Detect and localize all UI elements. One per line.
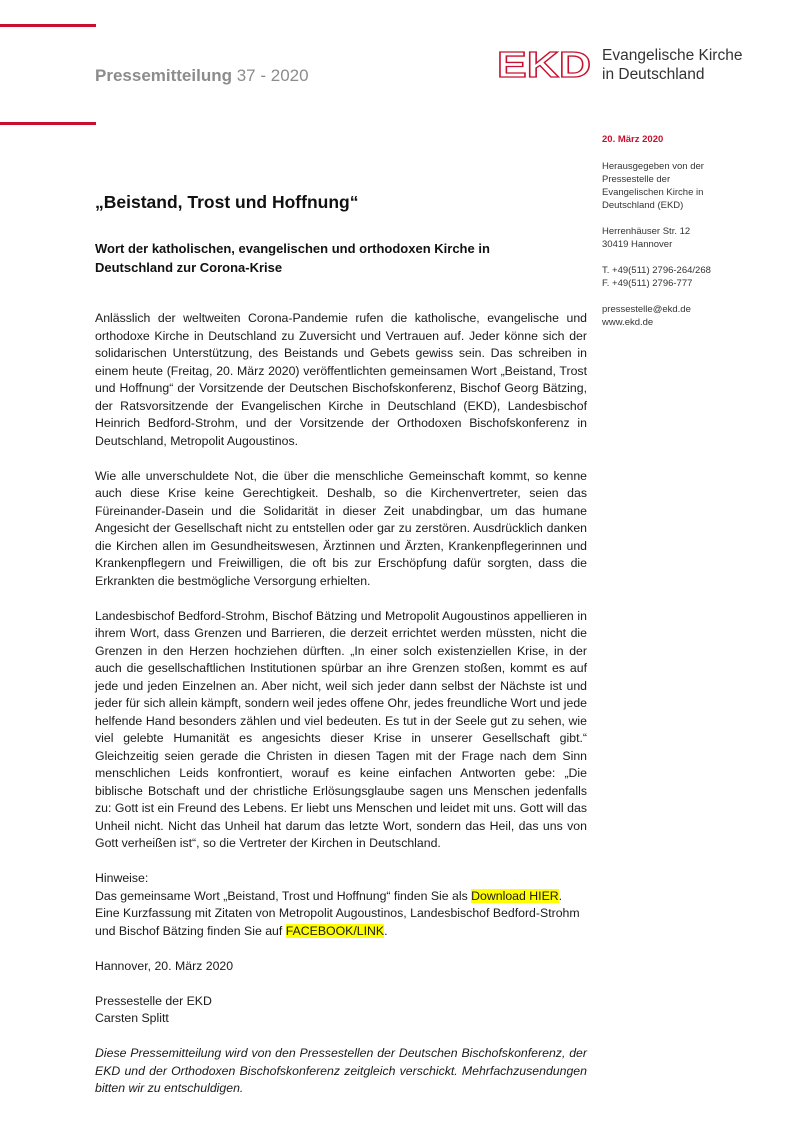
article-subtitle: Wort der katholischen, evangelischen und orthodoxen Kirche in Deutschland zur Corona-Krise — [95, 241, 490, 275]
place-date: Hannover, 20. März 2020 — [95, 958, 234, 973]
signature — [95, 993, 587, 1028]
signature-org: Pressestelle der EKD — [95, 993, 212, 1008]
paragraph-2: Wie alle unverschuldete Not, die über die menschliche Gemeinschaft kommt, so kenne auch diese Krise keine Gerechtigkeit. Deshalb, so die Kirchenvertreter, seien das Füreinander-Dasein und die Solidarität in dieser Zeit unabdingbar, um das humane Angesicht der Gesellschaft nicht zu entstellen oder gar zu zerstören. Ausdrücklich danken die Kirchen allen im Gesundheitswesen, Ärztinnen und Ärzten, Krankenpflegerinnen und Krankenpflegern und Freiwilligen, die oft bis zur Erschöpfung dafür sorgten, dass die Erkrankten die bestmögliche Versorgung erhielten. — [95, 468, 587, 588]
ekd-logo-text: EKD — [497, 48, 591, 80]
press-release-label — [95, 66, 309, 86]
notes-text: Das gemeinsame Wort „Beistand, Trost und Hoffnung“ finden Sie als — [95, 888, 472, 903]
paragraph-3: Landesbischof Bedford-Strohm, Bischof Bätzing und Metropolit Augoustinos appellieren in ihrem Wort, dass Grenzen und Barrieren, die derzeit errichtet werden müssten, nicht die Grenzen in den Herzen hochziehen dürften. „In einer solch existenziellen Krise, in der auch die gesellschaftlichen Institutionen spürbar an ihre Grenzen stoßen, kommt es auf jede und jeden Einzelnen an. Aber nicht, weil sich jeder dann selbst der Nächste ist und jeder für sich allein kämpft, sondern weil jedes offene Ohr, jedes freundliche Wort und jede helfende Hand besonders zählen und viel bedeuten. Es tut in der Seele gut zu sehen, wie viel gelebte Humanität es angesichts dieser Krise in unserer Gesellschaft gibt.“ Gleichzeitig seien gerade die Christen in diesen Tagen mit der Frage nach dem Sinn menschlichen Leids konfrontiert, worauf es keine einfachen Antworten gebe: „Die biblische Botschaft und der christliche Erlösungsglaube sagen uns Menschen jedenfalls zu: Gott ist ein Freund des Lebens. Er liebt uns Menschen und leidet mit uns. Gott will das Unheil nicht. Nicht das Unheil hat darum das letzte Wort, sondern das Heil, das uns von Gott verheißen ist“, so die Vertreter der Kirchen in Deutschland. — [95, 608, 587, 850]
email-address[interactable]: pressestelle@ekd.de — [602, 304, 691, 315]
notes-paragraph — [95, 870, 587, 940]
release-date: 20. März 2020 — [602, 134, 664, 145]
article-body — [95, 310, 587, 1115]
publisher-line: Deutschland (EKD) — [602, 200, 684, 211]
sidebar-info — [602, 133, 772, 342]
publisher-block — [602, 160, 772, 212]
org-line-1: Evangelische Kirche — [602, 47, 743, 64]
notes-heading: Hinweise: — [95, 871, 149, 885]
press-release-word: Pressemitteilung — [95, 66, 232, 85]
footer-note: Diese Pressemitteilung wird von den Pressestellen der Deutschen Bischofskonferenz, der EKD und der Orthodoxen Bischofskonferenz zeitgleich verschickt. Mehrfachzusendungen bitten wir zu entschuldigen. — [95, 1046, 587, 1095]
address-block — [602, 225, 772, 251]
website-link[interactable]: www.ekd.de — [602, 317, 654, 328]
accent-rule-top — [0, 24, 96, 27]
fax-number: F. +49(511) 2796-777 — [602, 278, 693, 289]
phone-number: T. +49(511) 2796-264/268 — [602, 265, 711, 276]
accent-rule-bottom — [0, 122, 96, 125]
notes-text: . Eine Kurzfassung mit Zitaten von Metropolit Augoustinos, Landesbischof Bedford-Strohm und Bischof Bätzing finden Sie auf — [95, 888, 580, 938]
ekd-logo — [496, 48, 592, 80]
publisher-line: Herausgegeben von der — [602, 161, 704, 172]
publisher-line: Pressestelle der — [602, 174, 671, 185]
paragraph-1: Anlässlich der weltweiten Corona-Pandemie rufen die katholische, evangelische und orthodoxe Kirche in Deutschland zu Zuversicht und Vertrauen auf. Jeder könne sich der solidarischen Unterstützung, des Beistands und Gebets gewiss sein. Das schreiben in einem heute (Freitag, 20. März 2020) veröffentlichten gemeinsamen Wort „Beistand, Trost und Hoffnung“ der Vorsitzende der Deutschen Bischofskonferenz, Bischof Georg Bätzing, der Ratsvorsitzende der Evangelischen Kirche in Deutschland (EKD), Landesbischof Heinrich Bedford-Strohm, und der Vorsitzende der Orthodoxen Bischofskonferenz in Deutschland, Metropolit Augoustinos. — [95, 311, 587, 448]
notes-text: . — [384, 923, 388, 938]
org-line-2: in Deutschland — [602, 66, 705, 83]
signature-name: Carsten Splitt — [95, 1011, 169, 1025]
organization-name — [602, 46, 742, 84]
press-release-number: 37 - 2020 — [232, 66, 309, 85]
download-link[interactable]: Download HIER — [471, 888, 559, 903]
article-title: „Beistand, Trost und Hoffnung“ — [95, 192, 359, 212]
facebook-link[interactable]: FACEBOOK/LINK — [285, 923, 385, 938]
address-street: Herrenhäuser Str. 12 — [602, 226, 691, 237]
publisher-line: Evangelischen Kirche in — [602, 187, 704, 198]
web-block — [602, 303, 772, 329]
address-city: 30419 Hannover — [602, 239, 673, 250]
phone-block — [602, 264, 772, 290]
